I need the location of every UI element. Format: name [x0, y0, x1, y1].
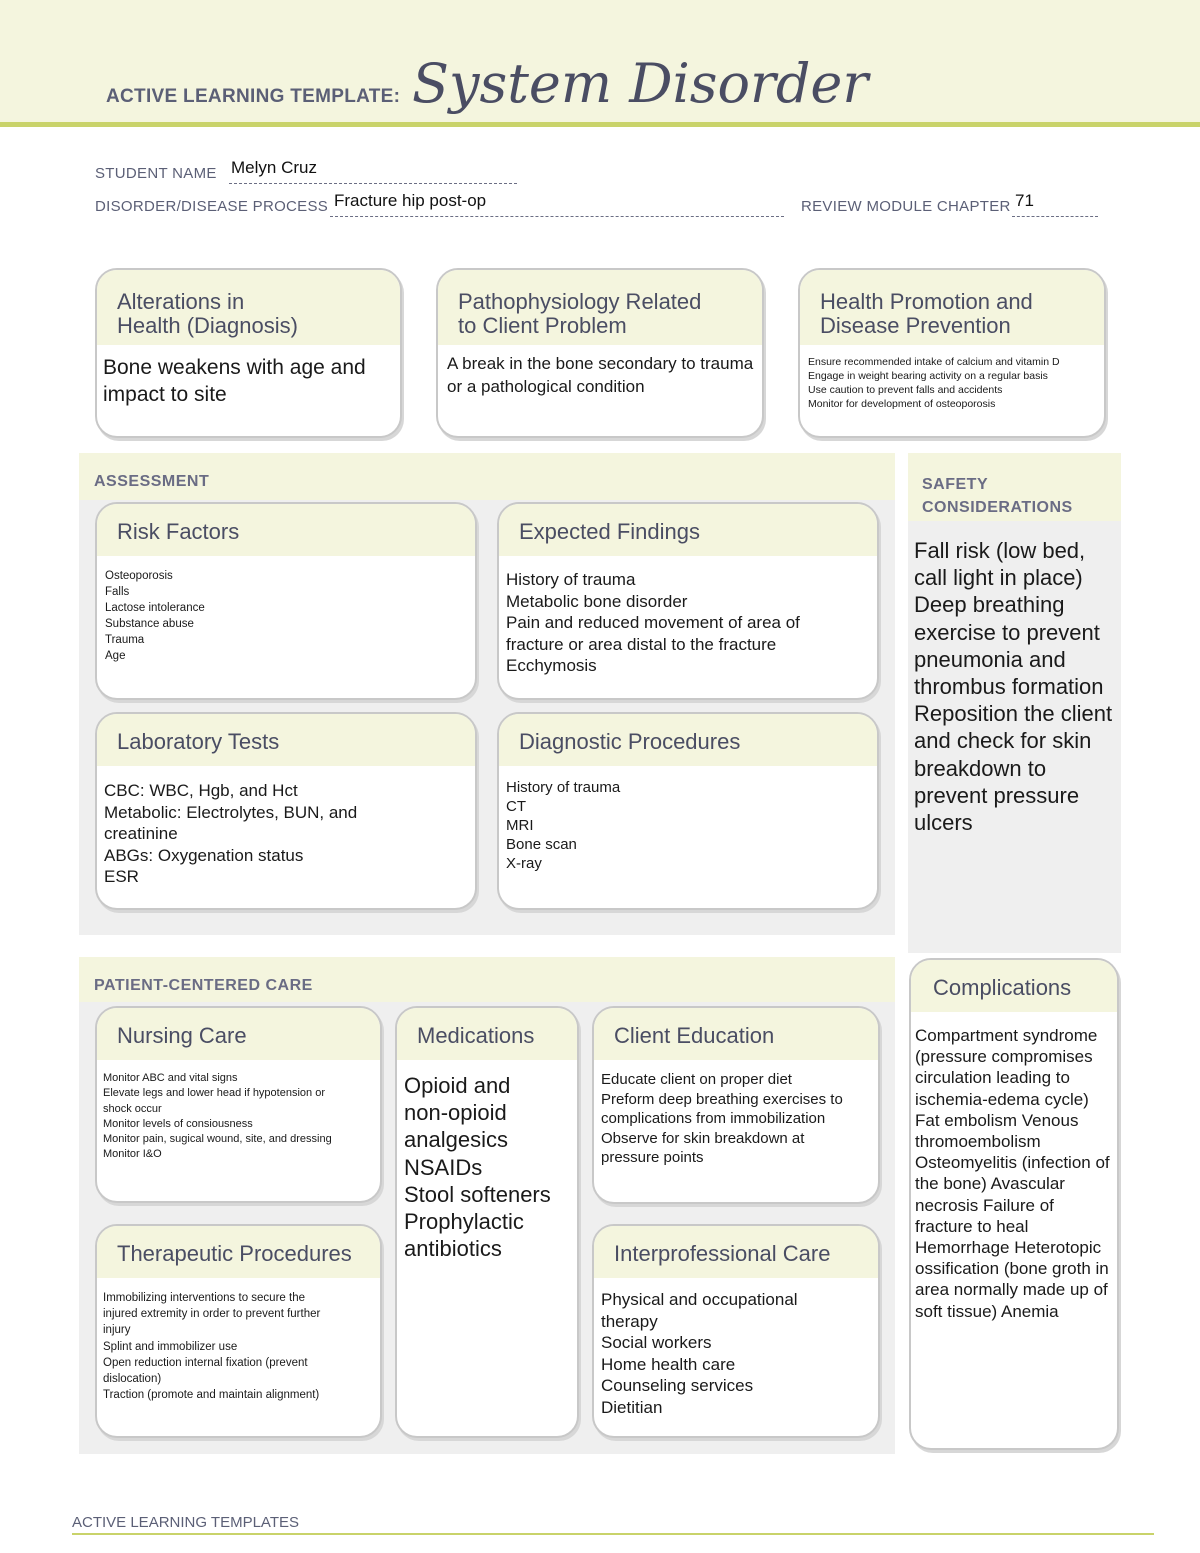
list-item: fracture or area distal to the fracture: [506, 634, 777, 654]
list-item: Opioid and: [404, 1073, 511, 1098]
card-interprofessional-care: [592, 1224, 880, 1438]
card-risk-factors: [95, 502, 477, 700]
alterations-text: Bone weakens with age and impact to site: [103, 356, 366, 406]
card-title: Nursing Care: [97, 1008, 380, 1060]
student-name-field[interactable]: [229, 158, 517, 184]
card-title-line: Health Promotion and: [820, 289, 1033, 314]
list-item: CBC: WBC, Hgb, and Hct: [104, 781, 298, 800]
card-header: [438, 270, 762, 345]
list-item: Substance abuse: [105, 618, 194, 630]
card-medications: [395, 1006, 579, 1438]
card-therapeutic-procedures: [95, 1224, 382, 1438]
card-title: Expected Findings: [499, 504, 877, 556]
card-title: Complications: [911, 960, 1117, 1012]
list-item: Use caution to prevent falls and accidents: [808, 384, 1003, 396]
card-title: Therapeutic Procedures: [97, 1226, 380, 1278]
card-alterations-in-health: [95, 268, 402, 438]
safety-header-line: SAFETY: [922, 476, 989, 493]
card-client-education: [592, 1006, 880, 1204]
therapeutic-procedures-list: [97, 1278, 380, 1403]
chapter-label: REVIEW MODULE CHAPTER: [801, 198, 1011, 215]
list-item: Stool softeners: [404, 1181, 551, 1207]
card-title: Client Education: [594, 1008, 878, 1060]
list-item: pressure points: [601, 1149, 704, 1166]
list-item: Age: [105, 650, 126, 662]
nursing-care-list: [97, 1060, 380, 1163]
medications-list: [397, 1060, 577, 1262]
student-name-value: Melyn Cruz: [231, 158, 317, 177]
card-title: Risk Factors: [97, 504, 475, 556]
diagnostic-procedures-list: [499, 766, 877, 873]
list-item: NSAIDs: [404, 1154, 483, 1180]
safety-header: [908, 453, 1121, 521]
card-expected-findings: [497, 502, 879, 700]
card-title-line: Disease Prevention: [820, 313, 1011, 338]
list-item: non-opioid: [404, 1100, 507, 1126]
list-item: Splint and immobilizer use: [103, 1340, 238, 1353]
card-title-line: Health (Diagnosis): [117, 313, 298, 338]
chapter-field[interactable]: [1012, 191, 1098, 217]
card-title-line: Alterations in: [117, 289, 245, 314]
list-item: creatinine: [104, 824, 178, 843]
list-item: ESR: [104, 867, 139, 886]
chapter-value: 71: [1015, 191, 1034, 210]
list-item: Traction (promote and maintain alignment): [103, 1389, 320, 1402]
list-item: Lactose intolerance: [105, 602, 205, 614]
disorder-label: DISORDER/DISEASE PROCESS: [95, 198, 329, 215]
list-item: Ensure recommended intake of calcium and vitamin D: [808, 356, 1060, 368]
list-item: therapy: [601, 1311, 658, 1331]
card-header: [97, 270, 400, 345]
list-item: Elevate legs and lower head if hypotension or: [103, 1087, 325, 1100]
risk-factors-list: [97, 556, 475, 664]
list-item: Dietitian: [601, 1397, 663, 1417]
card-title: Laboratory Tests: [97, 714, 475, 766]
card-title-line: to Client Problem: [458, 313, 627, 338]
list-item: History of trauma: [506, 570, 636, 589]
card-laboratory-tests: [95, 712, 477, 910]
health-promotion-list: [800, 345, 1104, 411]
list-item: Pain and reduced movement of area of: [506, 613, 800, 632]
template-label: ACTIVE LEARNING TEMPLATE:: [106, 86, 401, 107]
card-pathophysiology: [436, 268, 764, 438]
list-item: History of trauma: [506, 779, 621, 796]
list-item: Osteoporosis: [105, 570, 173, 582]
list-item: Trauma: [105, 634, 145, 646]
list-item: MRI: [506, 817, 534, 834]
list-item: Open reduction internal fixation (prevent: [103, 1356, 308, 1369]
list-item: Preform deep breathing exercises to: [601, 1090, 843, 1108]
card-complications: [909, 958, 1119, 1450]
patient-centered-care-header: PATIENT-CENTERED CARE: [79, 957, 895, 1002]
list-item: Home health care: [601, 1354, 736, 1374]
list-item: Social workers: [601, 1333, 712, 1352]
list-item: CT: [506, 798, 526, 815]
card-health-promotion: [798, 268, 1106, 438]
card-header: [800, 270, 1104, 345]
interprofessional-care-list: [594, 1278, 878, 1418]
list-item: Monitor pain, sugical wound, site, and dressing: [103, 1133, 332, 1146]
card-title-line: Pathophysiology Related: [458, 289, 702, 314]
laboratory-tests-list: [97, 766, 475, 888]
footer-text: ACTIVE LEARNING TEMPLATES: [72, 1514, 299, 1531]
list-item: dislocation): [103, 1373, 162, 1386]
expected-findings-list: [499, 556, 877, 677]
list-item: Monitor levels of consiousness: [103, 1117, 253, 1130]
page-title: System Disorder: [412, 52, 869, 115]
list-item: analgesics: [404, 1127, 508, 1153]
client-education-list: [594, 1060, 878, 1168]
card-title: Medications: [397, 1008, 577, 1060]
pathophysiology-text: A break in the bone secondary to trauma or a pathological condition: [447, 354, 754, 396]
list-item: antibiotics: [404, 1236, 502, 1262]
student-name-label: STUDENT NAME: [95, 165, 217, 182]
list-item: Immobilizing interventions to secure the: [103, 1292, 305, 1304]
list-item: Monitor for development of osteoporosis: [808, 398, 996, 410]
header-divider: [0, 122, 1200, 127]
list-item: X-ray: [506, 855, 542, 872]
list-item: Metabolic: Electrolytes, BUN, and: [104, 802, 358, 822]
list-item: shock occur: [103, 1102, 162, 1115]
list-item: Monitor I&O: [103, 1148, 162, 1161]
safety-header-line: CONSIDERATIONS: [922, 499, 1073, 516]
card-diagnostic-procedures: [497, 712, 879, 910]
list-item: Observe for skin breakdown at: [601, 1129, 805, 1147]
list-item: Counseling services: [601, 1376, 754, 1395]
list-item: Educate client on proper diet: [601, 1071, 792, 1088]
list-item: Monitor ABC and vital signs: [103, 1072, 238, 1084]
card-title: Interprofessional Care: [594, 1226, 878, 1278]
footer-divider: [72, 1533, 1154, 1535]
card-nursing-care: [95, 1006, 382, 1203]
disorder-value: Fracture hip post-op: [334, 191, 487, 210]
list-item: Bone scan: [506, 836, 577, 853]
list-item: injury: [103, 1324, 131, 1337]
list-item: injured extremity in order to prevent further: [103, 1308, 321, 1321]
assessment-header: ASSESSMENT: [79, 453, 895, 500]
disorder-field[interactable]: [330, 191, 784, 217]
list-item: Engage in weight bearing activity on a regular basis: [808, 370, 1048, 382]
list-item: Physical and occupational: [601, 1290, 798, 1309]
complications-text: Compartment syndrome (pressure compromises circulation leading to ischemia-edema cycle) Fat embolism Venous thromoembolism Osteomyelitis (infection of the bone) Avascular necrosis Failure of fracture to heal Hemorrhage Heterotopic ossification (bone groth in area normally made up of soft tissue) Anemia: [915, 1026, 1110, 1321]
list-item: Ecchymosis: [506, 656, 597, 675]
list-item: ABGs: Oxygenation status: [104, 845, 304, 865]
list-item: Prophylactic: [404, 1209, 524, 1235]
list-item: Metabolic bone disorder: [506, 591, 688, 611]
card-title: Diagnostic Procedures: [499, 714, 877, 766]
list-item: Falls: [105, 586, 130, 598]
list-item: complications from immobilization: [601, 1110, 826, 1127]
safety-text: Fall risk (low bed, call light in place) Deep breathing exercise to prevent pneumonia and thrombus formation Reposition the client and check for skin breakdown to prevent pressure ulcers: [914, 538, 1113, 836]
